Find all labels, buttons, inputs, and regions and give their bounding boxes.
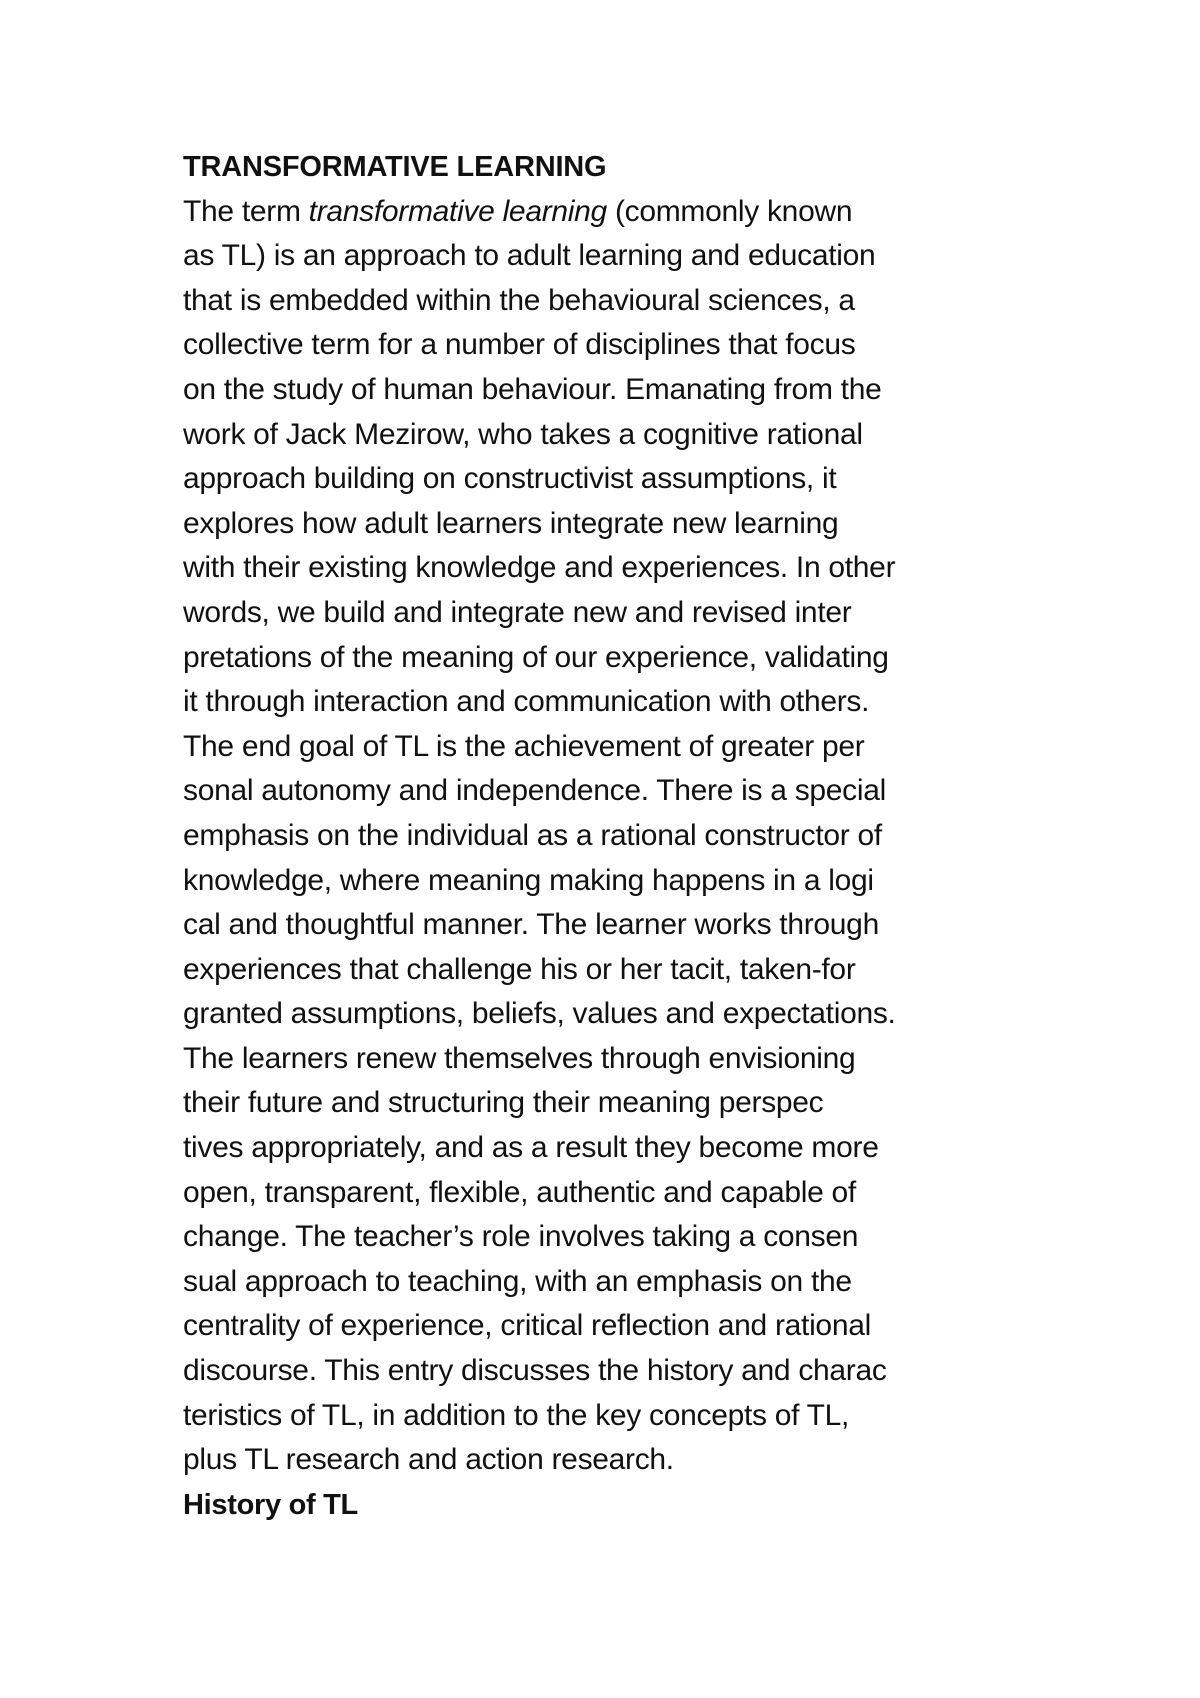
paragraph-line: words, we build and integrate new and revised inter xyxy=(183,595,852,629)
text-run: (commonly known xyxy=(606,194,853,228)
text-run: The term xyxy=(183,194,309,228)
section-heading: History of TL xyxy=(183,1488,358,1521)
italic-term: transformative learning xyxy=(308,194,607,228)
paragraph-line: collective term for a number of disciplines that focus xyxy=(183,328,856,362)
paragraph-line: emphasis on the individual as a rational constructor of xyxy=(183,818,882,852)
paragraph-line: with their existing knowledge and experiences. In other xyxy=(183,551,896,585)
body-paragraph xyxy=(183,190,1083,1483)
paragraph-line: pretations of the meaning of our experience, validating xyxy=(183,640,889,674)
paragraph-line: The learners renew themselves through envisioning xyxy=(183,1041,856,1075)
document-title: TRANSFORMATIVE LEARNING xyxy=(183,151,607,183)
paragraph-line: open, transparent, flexible, authentic and capable of xyxy=(183,1175,856,1209)
document-content xyxy=(183,145,1083,1527)
paragraph-line: knowledge, where meaning making happens in a logi xyxy=(183,863,874,897)
paragraph-line xyxy=(183,190,1083,235)
paragraph-line: teristics of TL, in addition to the key concepts of TL, xyxy=(183,1398,850,1432)
paragraph-line: on the study of human behaviour. Emanating from the xyxy=(183,372,882,406)
paragraph-line: centrality of experience, critical reflection and rational xyxy=(183,1309,871,1343)
paragraph-line: it through interaction and communication with others. xyxy=(183,685,870,719)
paragraph-line: change. The teacher’s role involves taking a consen xyxy=(183,1220,859,1254)
paragraph-line: plus TL research and action research. xyxy=(183,1443,674,1477)
paragraph-line: granted assumptions, beliefs, values and expectations. xyxy=(183,997,896,1031)
paragraph-line: explores how adult learners integrate new learning xyxy=(183,506,839,540)
paragraph-line: sonal autonomy and independence. There is a special xyxy=(183,774,886,808)
paragraph-line: The end goal of TL is the achievement of greater per xyxy=(183,729,865,763)
paragraph-line: tives appropriately, and as a result they become more xyxy=(183,1131,879,1165)
paragraph-line: approach building on constructivist assumptions, it xyxy=(183,462,837,496)
paragraph-line: work of Jack Mezirow, who takes a cognitive rational xyxy=(183,417,863,451)
paragraph-line: experiences that challenge his or her tacit, taken-for xyxy=(183,952,856,986)
paragraph-line: their future and structuring their meaning perspec xyxy=(183,1086,824,1120)
paragraph-line: cal and thoughtful manner. The learner works through xyxy=(183,908,879,942)
paragraph-line: discourse. This entry discusses the history and charac xyxy=(183,1354,887,1388)
paragraph-line: as TL) is an approach to adult learning and education xyxy=(183,239,876,273)
paragraph-line: that is embedded within the behavioural sciences, a xyxy=(183,283,855,317)
paragraph-line: sual approach to teaching, with an emphasis on the xyxy=(183,1264,852,1298)
